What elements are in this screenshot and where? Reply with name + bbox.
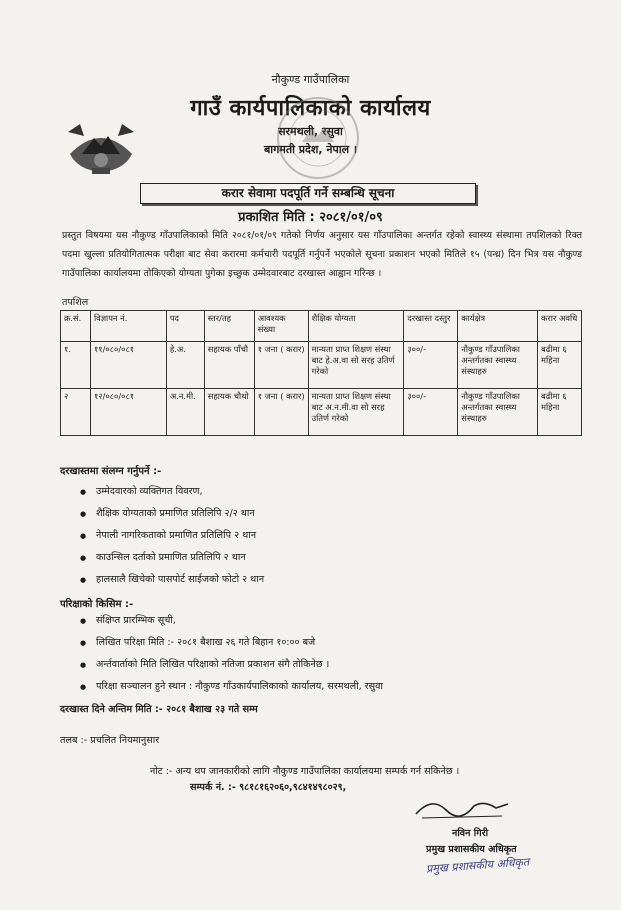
list-item: ● लिखित परिक्षा मिति :- २०८१ बैशाख २६ गते बिहान १०:०० बजे [80, 632, 383, 654]
vacancy-table [60, 310, 582, 436]
cell-qualification: मान्यता प्राप्त शिक्षण संस्था बाट अ.न.मी.वा सो सरह उतिर्ण गरेको [308, 389, 404, 436]
cell-level: सहायक पाँचौ [204, 342, 254, 389]
list-item: ● शैक्षिक योग्यताको प्रमाणित प्रतिलिपि २/२ थान [80, 503, 264, 525]
office-title: गाउँ कार्यपालिकाको कार्यालय [190, 96, 431, 121]
notice-body: प्रस्तुत विषयमा यस नौकुण्ड गाँउपालिकाको मिति २०८१/०१/०९ गतेको निर्णय अनुसार यस गाँउपालिका अन्तर्गत रहेको स्वास्थ्य संस्थामा तपशिलको रिक्त पदमा खुल्ला प्रतियोगितात्मक परीक्षा बाट सेवा करारमा कर्मचारी पदपूर्ति गर्नुपर्ने भएकोले सूचना प्रकाशन भएको मितिले १५ (पन्ध्र) दिन भित्र यस नौकुण्ड गाउँपालिका कार्यालयमा तोकिएको योग्यता पुगेका इच्छुक उम्मेदवारबाट दरखास्त आह्वान गरिन्छ । [62, 230, 582, 279]
signature-icon [412, 792, 512, 822]
table-row [61, 342, 582, 389]
cell-required-count: १ जना ( करार) [254, 389, 308, 436]
designation-stamp: प्रमुख प्रशासकीय अधिकृत [425, 855, 530, 876]
schedule-label: तपशिल [62, 297, 89, 308]
cell-required-count: १ जना ( करार) [254, 342, 308, 389]
cell-contract-period: बढीमा ६ महिना [538, 342, 582, 389]
list-item: ● उम्मेदवारको व्यक्तिगत विवरण, [80, 481, 264, 503]
published-date: प्रकाशित मिति : २०८१/०१/०९ [238, 210, 383, 225]
attachments-list [80, 481, 264, 591]
cell-post: अ.न.मी. [166, 389, 204, 436]
list-item: ● हालसालै खिचेको पासपोर्ट साईजको फोटो २ थान [80, 569, 264, 591]
list-item: ● नेपाली नागरिकताको प्रमाणित प्रतिलिपि २ थान [80, 525, 264, 547]
office-address-line2: बागमती प्रदेश, नेपाल । [263, 143, 358, 156]
cell-advert-no: १२/०८०/०८१ [90, 389, 166, 436]
list-item: ● संक्षिप्त प्रारम्भिक सूची, [80, 610, 383, 632]
cell-contract-period: बढीमा ६ महिना [538, 389, 582, 436]
cell-advert-no: ११/०८०/०८१ [90, 342, 166, 389]
list-item: ● अर्न्तवार्ताको मिति लिखित परिक्षाको नतिजा प्रकाशन संगै तोकिनेछ । [80, 654, 383, 676]
list-item: ● परिक्षा सञ्चालन हुने स्थान : नौकुण्ड गाँउकार्यपालिकाको कार्यालय, सरमथली, रसुवा [80, 676, 383, 698]
signatory-designation: प्रमुख प्रशासकीय अधिकृत [426, 844, 517, 855]
cell-serial: १. [61, 342, 91, 389]
table-row [61, 389, 582, 436]
header-qualification: शैक्षिक योग्यता [308, 311, 404, 342]
header-required-count: आवश्यक संख्या [254, 311, 308, 342]
cell-serial: २ [61, 389, 91, 436]
deadline-line: दरखास्त दिने अन्तिम मिति :- २०८१ बैशाख २३ गते सम्म [60, 704, 258, 715]
cell-fee: ३००/- [404, 342, 458, 389]
cell-qualification: मान्यता प्राप्त शिक्षण संस्था बाट हे.अ.वा सो सरह उतिर्ण गरेको [308, 342, 404, 389]
cell-post: हे.अ. [166, 342, 204, 389]
cell-fee: ३००/- [404, 389, 458, 436]
notice-title: करार सेवामा पदपूर्ति गर्ने सम्बन्धि सूचना [140, 183, 476, 204]
signatory-name: नविन गिरी [452, 828, 489, 839]
header-post: पद [166, 311, 204, 342]
header-advert-no: विज्ञापन नं. [90, 311, 166, 342]
salary-line: तलब :- प्रचलित नियमानुसार [60, 735, 160, 746]
cell-work-area: नौकुण्ड गाँउपालिका अन्तर्गतका स्वास्थ्य संस्थाहरु [458, 389, 538, 436]
exam-heading: परिक्षाको किसिम :- [60, 599, 134, 610]
header-level: स्तर/तह [204, 311, 254, 342]
exam-list [80, 610, 383, 698]
list-item: ● काउन्सिल दर्ताको प्रमाणित प्रतिलिपि २ थान [80, 547, 264, 569]
note-line: नोट :- अन्य थप जानकारीको लागि नौकुण्ड गाउँपालिका कार्यालयमा सम्पर्क गर्न सकिनेछ । [150, 766, 460, 777]
header-work-area: कार्यक्षेत्र [458, 311, 538, 342]
table-header-row [61, 311, 582, 342]
attachments-heading: दरखास्तमा संलग्न गर्नुपर्ने :- [60, 466, 162, 477]
municipality-name: नौकुण्ड गाउँपालिका [271, 73, 350, 86]
contact-line: सम्पर्क नं. :- ९८१८१६२०६०,९८४१४९८०२९, [190, 782, 347, 793]
office-seal-icon [272, 92, 364, 184]
office-address-line1: सरमथली, रसुवा [278, 125, 343, 138]
header-fee: दरखास्त दस्तुर [404, 311, 458, 342]
cell-level: सहायक चौथो [204, 389, 254, 436]
header-contract-period: करार अवधि [538, 311, 582, 342]
header-serial: क्र.सं. [61, 311, 91, 342]
cell-work-area: नौकुण्ड गाँउपालिका अन्तर्गतका स्वास्थ्य संस्थाहरु [458, 342, 538, 389]
